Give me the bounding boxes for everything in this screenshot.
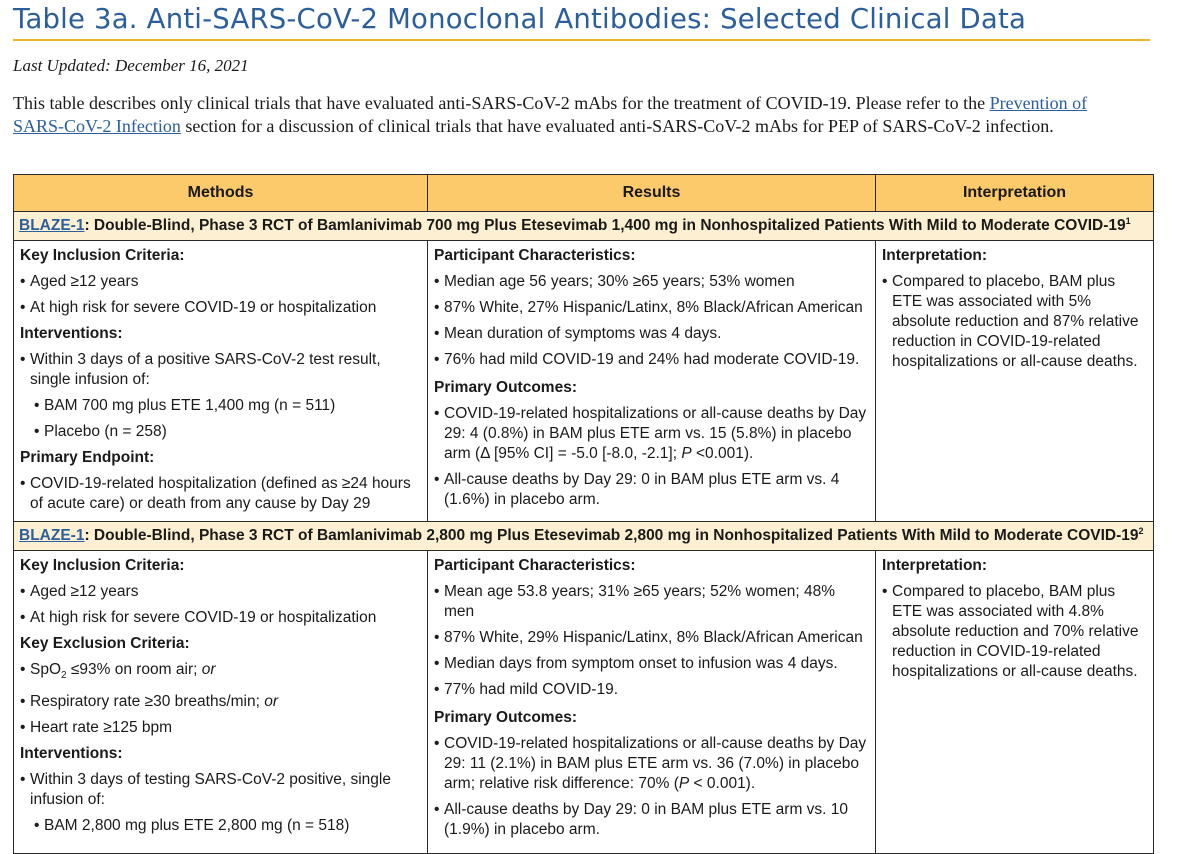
interventions-heading: Interventions: <box>20 745 123 763</box>
or-text: or <box>201 661 216 678</box>
list-item: • All-cause deaths by Day 29: 0 in BAM plus ETE arm vs. 4 (1.6%) in placebo arm. <box>434 470 868 510</box>
trial-title-text: : Double-Blind, Phase 3 RCT of Bamlanivimab 2,800 mg Plus Etesevimab 2,800 mg in Nonhospitalized Patients With Mild to Moderate COVID-19 <box>84 527 1139 545</box>
interpretation-heading: Interpretation: <box>882 557 988 574</box>
trial-link[interactable]: BLAZE-1 <box>19 527 85 545</box>
results-cell <box>428 241 876 522</box>
list-item <box>434 404 868 464</box>
list-item: • At high risk for severe COVID-19 or hospitalization <box>20 298 420 318</box>
title-underline <box>13 39 1150 41</box>
endpoint-heading: Primary Endpoint: <box>20 449 155 466</box>
inclusion-list <box>20 272 420 318</box>
outcomes-list <box>434 734 868 840</box>
trial-title-text: : Double-Blind, Phase 3 RCT of Bamlanivimab 700 mg Plus Etesevimab 1,400 mg in Nonhospitalized Patients With Mild to Moderate COVID-19 <box>84 217 1126 235</box>
list-item: • Within 3 days of a positive SARS-CoV-2 test result, single infusion of: <box>20 350 420 390</box>
list-item <box>434 734 868 794</box>
results-cell <box>428 551 876 854</box>
outcome-text: COVID-19-related hospitalizations or all-cause deaths by Day 29: 11 (2.1%) in BAM plus ETE arm vs. 36 (7.0%) in placebo arm; relative risk difference: 70% ( <box>444 735 867 792</box>
spo2-criterion: ≤93% on room air; <box>66 661 202 678</box>
clinical-data-table <box>13 174 1154 854</box>
list-item: • At high risk for severe COVID-19 or hospitalization <box>20 608 420 628</box>
participants-heading: Participant Characteristics: <box>434 557 636 574</box>
list-item <box>20 692 420 712</box>
list-item: • 87% White, 27% Hispanic/Latinx, 8% Black/African American <box>434 298 868 318</box>
trial-body-row <box>14 241 1154 522</box>
interpretation-heading: Interpretation: <box>882 247 988 264</box>
participants-list <box>434 272 868 370</box>
list-item: • COVID-19-related hospitalization (defined as ≥24 hours of acute care) or death from any cause by Day 29 <box>20 474 420 514</box>
list-item: • All-cause deaths by Day 29: 0 in BAM plus ETE arm vs. 10 (1.9%) in placebo arm. <box>434 800 868 840</box>
page-title: Table 3a. Anti-SARS-CoV-2 Monoclonal Antibodies: Selected Clinical Data <box>13 3 1026 35</box>
list-item: • Within 3 days of testing SARS-CoV-2 positive, single infusion of: <box>20 770 420 810</box>
list-item: • Compared to placebo, BAM plus ETE was associated with 4.8% absolute reduction and 70% relative reduction in COVID-19-related hospitalizations or all-cause deaths. <box>882 582 1146 682</box>
list-item: • 77% had mild COVID-19. <box>434 680 868 700</box>
list-item: • 87% White, 29% Hispanic/Latinx, 8% Black/African American <box>434 628 868 648</box>
inclusion-heading: Key Inclusion Criteria: <box>20 557 185 574</box>
list-item: • Aged ≥12 years <box>20 582 420 602</box>
intro-text-after: section for a discussion of clinical trials that have evaluated anti-SARS-CoV-2 mAbs for PEP of SARS-CoV-2 infection. <box>180 116 1054 136</box>
inclusion-list <box>20 582 420 628</box>
trial-title <box>14 522 1154 551</box>
spo2-subscript: 2 <box>61 670 67 682</box>
list-item: • Aged ≥12 years <box>20 272 420 292</box>
reference-superscript: 1 <box>1125 216 1131 226</box>
trial-title-row <box>14 522 1154 551</box>
methods-cell <box>14 241 428 522</box>
prevention-link[interactable]: Prevention of SARS-CoV-2 Infection <box>13 93 1088 136</box>
list-item: • 76% had mild COVID-19 and 24% had moderate COVID-19. <box>434 350 868 370</box>
trial-title <box>14 212 1154 241</box>
trial-body-row <box>14 551 1154 854</box>
p-value-label: P <box>678 775 690 792</box>
outcome-text: <0.001). <box>691 445 754 462</box>
header-interpretation: Interpretation <box>876 175 1154 212</box>
interpretation-list <box>882 582 1146 682</box>
list-item <box>20 660 420 686</box>
header-methods: Methods <box>14 175 428 212</box>
exclusion-heading: Key Exclusion Criteria: <box>20 635 190 652</box>
list-item: • Median days from symptom onset to infusion was 4 days. <box>434 654 868 674</box>
interpretation-list <box>882 272 1146 372</box>
resp-criterion: Respiratory rate ≥30 breaths/min; <box>30 693 265 711</box>
list-item: • Mean age 53.8 years; 31% ≥65 years; 52% women; 48% men <box>434 582 868 622</box>
list-item: • BAM 700 mg plus ETE 1,400 mg (n = 511) <box>34 396 420 416</box>
exclusion-list <box>20 660 420 738</box>
table-header-row <box>14 175 1154 212</box>
trial-title-row <box>14 212 1154 241</box>
header-results: Results <box>428 175 876 212</box>
endpoint-list <box>20 474 420 514</box>
interventions-list <box>20 770 420 836</box>
intro-text-before: This table describes only clinical trials that have evaluated anti-SARS-CoV-2 mAbs for the treatment of COVID-19. Please refer to the <box>13 93 990 113</box>
list-item: • Placebo (n = 258) <box>34 422 420 442</box>
interventions-list <box>20 350 420 442</box>
participants-heading: Participant Characteristics: <box>434 247 636 264</box>
inclusion-heading: Key Inclusion Criteria: <box>20 247 185 264</box>
outcomes-heading: Primary Outcomes: <box>434 709 577 726</box>
list-item: • Compared to placebo, BAM plus ETE was associated with 5% absolute reduction and 87% relative reduction in COVID-19-related hospitalizations or all-cause deaths. <box>882 272 1146 372</box>
last-updated: Last Updated: December 16, 2021 <box>13 56 249 75</box>
outcome-text: < 0.001). <box>689 775 756 792</box>
list-item: • BAM 2,800 mg plus ETE 2,800 mg (n = 518) <box>34 816 420 836</box>
participants-list <box>434 582 868 700</box>
outcomes-heading: Primary Outcomes: <box>434 379 577 396</box>
intro-paragraph <box>13 92 1123 138</box>
interpretation-cell <box>876 551 1154 854</box>
interventions-heading: Interventions: <box>20 325 123 342</box>
reference-superscript: 2 <box>1138 526 1144 536</box>
list-item: • Median age 56 years; 30% ≥65 years; 53% women <box>434 272 868 292</box>
outcome-text: COVID-19-related hospitalizations or all-cause deaths by Day 29: 4 (0.8%) in BAM plus ETE arm vs. 15 (5.8%) in placebo arm (Δ [95% CI] = -5.0 [-8.0, -2.1]; <box>444 405 867 462</box>
interpretation-cell <box>876 241 1154 522</box>
trial-link[interactable]: BLAZE-1 <box>19 217 85 235</box>
p-value-label: P <box>681 445 692 462</box>
list-item: • Mean duration of symptoms was 4 days. <box>434 324 868 344</box>
list-item: • Heart rate ≥125 bpm <box>20 718 420 738</box>
spo2-label: SpO <box>30 661 62 678</box>
or-text: or <box>264 693 279 711</box>
methods-cell <box>14 551 428 854</box>
outcomes-list <box>434 404 868 510</box>
